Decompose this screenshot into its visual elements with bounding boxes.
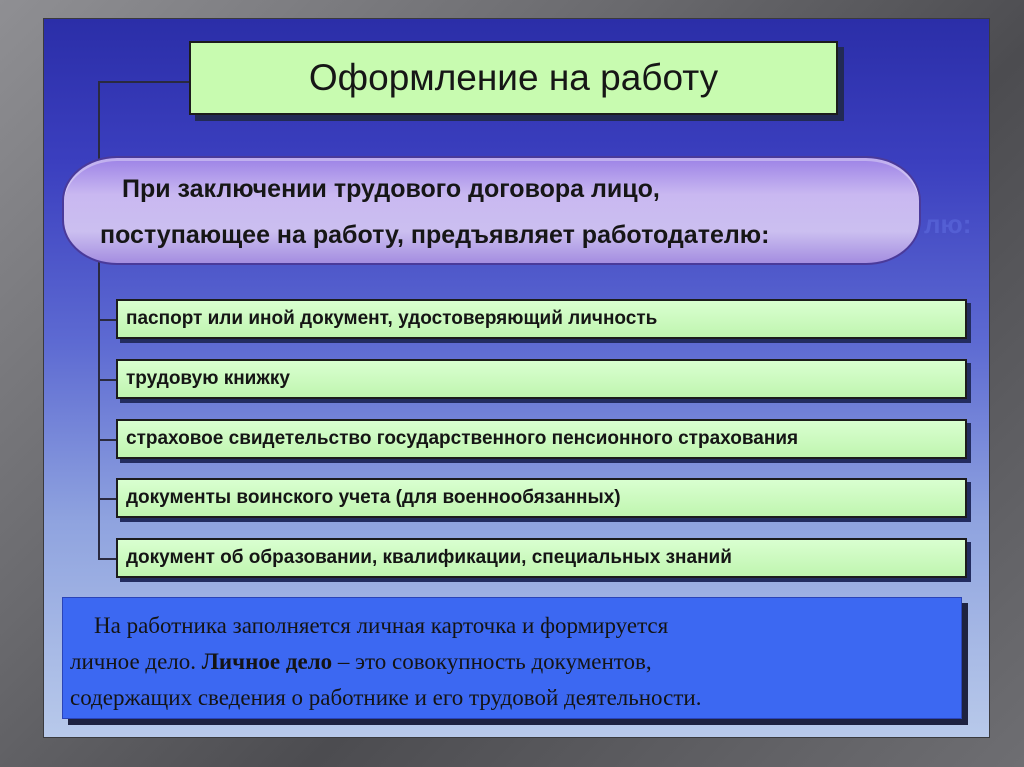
intro-line-2: поступающее на работу, предъявляет работодателю: (100, 221, 770, 249)
note-line-2-suffix: – это совокупность документов, (332, 649, 652, 674)
connector-branch-4 (98, 498, 116, 500)
document-item-military-records: документы воинского учета (для военнообязанных) (116, 478, 967, 518)
note-line-3: содержащих сведения о работнике и его трудовой деятельности. (70, 685, 702, 710)
document-item-education: документ об образовании, квалификации, специальных знаний (116, 538, 967, 578)
connector-branch-3 (98, 439, 116, 441)
ghost-text: лю: (924, 209, 972, 239)
document-item-passport: паспорт или иной документ, удостоверяющий личность (116, 299, 967, 339)
document-item-pension-certificate: страховое свидетельство государственного пенсионного страхования (116, 419, 967, 459)
connector-branch-2 (98, 379, 116, 381)
connector-branch-5 (98, 558, 116, 560)
slide (44, 19, 989, 737)
note-line-1: На работника заполняется личная карточка и формируется (94, 613, 669, 638)
slide-title: Оформление на работу (189, 41, 838, 115)
note-line-2-prefix: личное дело. (70, 649, 202, 674)
document-item-work-book: трудовую книжку (116, 359, 967, 399)
note-line-2 (70, 649, 652, 675)
intro-line-1: При заключении трудового договора лицо, (122, 175, 660, 203)
note-term: Личное дело (201, 649, 333, 674)
connector-vertical-top (98, 81, 100, 169)
connector-vertical-items (98, 259, 100, 559)
connector-to-title (98, 81, 190, 83)
connector-branch-1 (98, 319, 116, 321)
